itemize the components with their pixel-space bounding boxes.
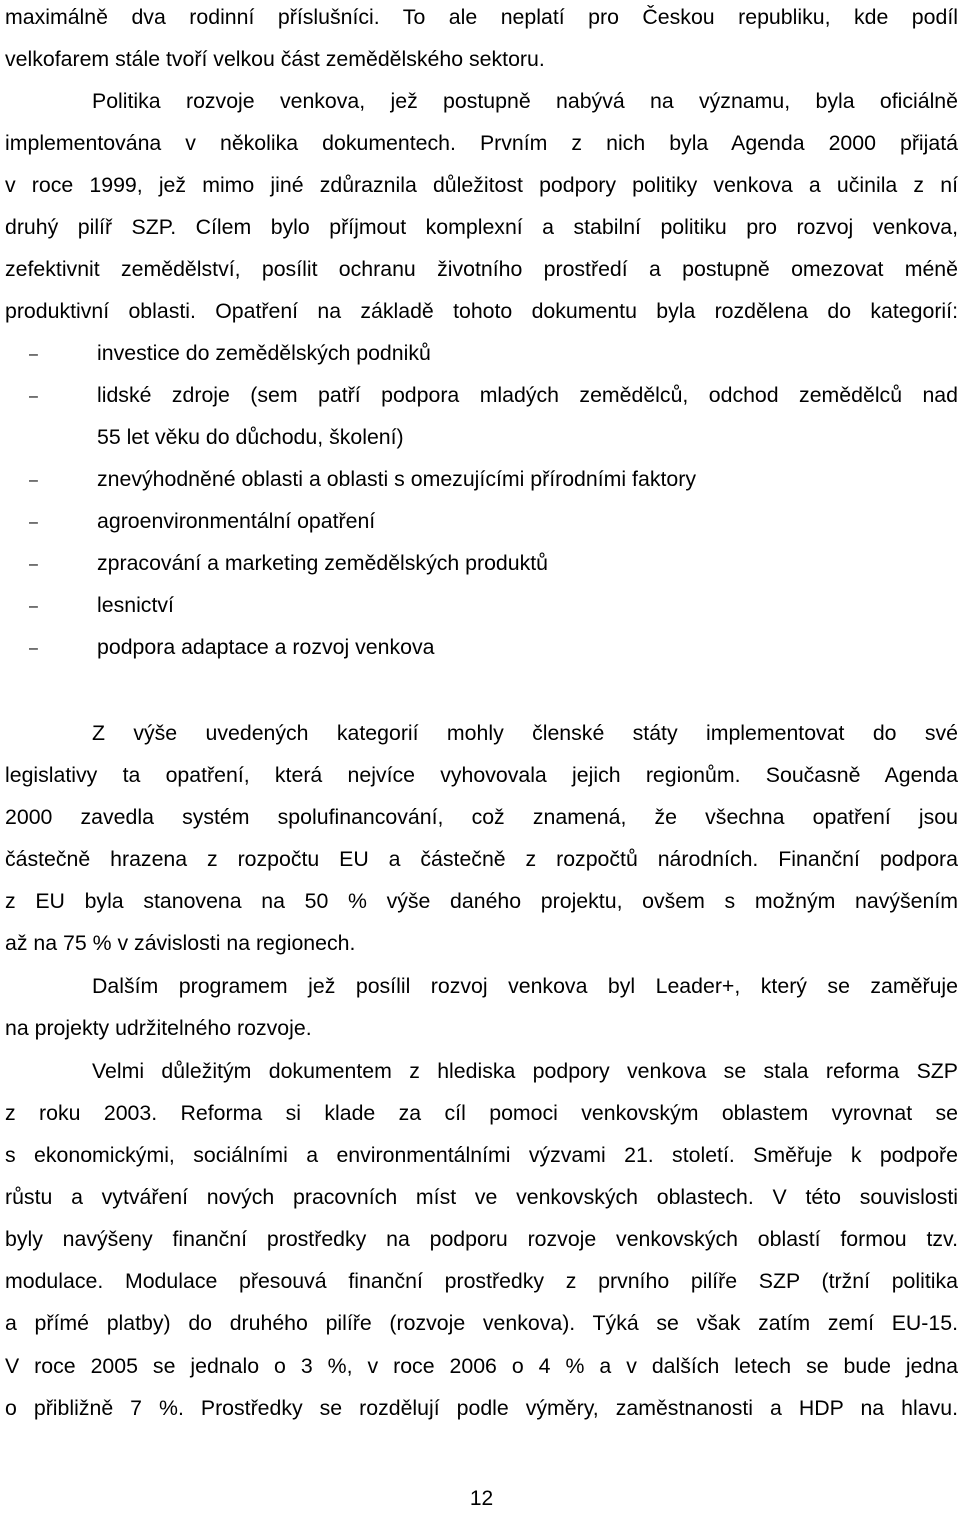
intro-line: v roce 1999, jež mimo jiné zdůraznila důležitost podpory politiky venkova a učinila z ní bbox=[5, 173, 958, 197]
list-item: podpora adaptace a rozvoj venkova bbox=[97, 635, 435, 659]
body-line: 2000 zavedla systém spolufinancování, což znamená, že všechna opatření jsou bbox=[5, 805, 958, 829]
body-line: částečně hrazena z rozpočtu EU a částečně z rozpočtů národních. Finanční podpora bbox=[5, 847, 958, 871]
body-line: Velmi důležitým dokumentem z hlediska podpory venkova se stala reforma SZP bbox=[92, 1059, 958, 1083]
intro-line: velkofarem stále tvoří velkou část zemědělského sektoru. bbox=[5, 47, 545, 71]
body-line: o přibližně 7 %. Prostředky se rozdělují podle výměry, zaměstnanosti a HDP na hlavu. bbox=[5, 1396, 958, 1420]
bullet-dash: – bbox=[29, 388, 38, 405]
intro-line: zefektivnit zemědělství, posílit ochranu životního prostředí a postupně omezovat méně bbox=[5, 257, 958, 281]
body-line: V roce 2005 se jednalo o 3 %, v roce 2006 o 4 % a v dalších letech se bude jedna bbox=[5, 1354, 958, 1378]
bullet-dash: – bbox=[29, 556, 38, 573]
body-line: a přímé platby) do druhého pilíře (rozvoje venkova). Týká se však zatím zemí EU-15. bbox=[5, 1311, 958, 1335]
intro-line: implementována v několika dokumentech. Prvním z nich byla Agenda 2000 přijatá bbox=[5, 131, 958, 155]
list-item-continuation: 55 let věku do důchodu, školení) bbox=[97, 425, 404, 449]
bullet-dash: – bbox=[29, 472, 38, 489]
list-item: lidské zdroje (sem patří podpora mladých zemědělců, odchod zemědělců nad bbox=[97, 383, 958, 407]
body-line: z EU byla stanovena na 50 % výše daného projektu, ovšem s možným navýšením bbox=[5, 889, 958, 913]
body-line: Dalším programem jež posílil rozvoj venkova byl Leader+, který se zaměřuje bbox=[92, 974, 958, 998]
bullet-dash: – bbox=[29, 514, 38, 531]
bullet-dash: – bbox=[29, 346, 38, 363]
body-line: s ekonomickými, sociálními a environmentálními výzvami 21. století. Směřuje k podpoře bbox=[5, 1143, 958, 1167]
intro-line: druhý pilíř SZP. Cílem bylo příjmout komplexní a stabilní politiku pro rozvoj venkova, bbox=[5, 215, 958, 239]
body-line: byly navýšeny finanční prostředky na podporu rozvoje venkovských oblastí formou tzv. bbox=[5, 1227, 958, 1251]
list-item: lesnictví bbox=[97, 593, 174, 617]
intro-line: produktivní oblasti. Opatření na základě tohoto dokumentu byla rozdělena do kategorií: bbox=[5, 299, 958, 323]
body-line: růstu a vytváření nových pracovních míst ve venkovských oblastech. V této souvislosti bbox=[5, 1185, 958, 1209]
body-line: modulace. Modulace přesouvá finanční prostředky z prvního pilíře SZP (tržní politika bbox=[5, 1269, 958, 1293]
list-item: znevýhodněné oblasti a oblasti s omezujícími přírodními faktory bbox=[97, 467, 696, 491]
bullet-dash: – bbox=[29, 640, 38, 657]
intro-line: Politika rozvoje venkova, jež postupně nabývá na významu, byla oficiálně bbox=[92, 89, 958, 113]
intro-line: maximálně dva rodinní příslušníci. To ale neplatí pro Českou republiku, kde podíl bbox=[5, 5, 958, 29]
page-number: 12 bbox=[469, 1487, 494, 1510]
list-item: zpracování a marketing zemědělských produktů bbox=[97, 551, 549, 575]
body-line: na projekty udržitelného rozvoje. bbox=[5, 1016, 312, 1040]
list-item: investice do zemědělských podniků bbox=[97, 341, 431, 365]
body-line: z roku 2003. Reforma si klade za cíl pomoci venkovským oblastem vyrovnat se bbox=[5, 1101, 958, 1125]
bullet-dash: – bbox=[29, 598, 38, 615]
body-line: Z výše uvedených kategorií mohly členské státy implementovat do své bbox=[92, 721, 958, 745]
list-item: agroenvironmentální opatření bbox=[97, 509, 376, 533]
body-line: až na 75 % v závislosti na regionech. bbox=[5, 931, 356, 955]
body-line: legislativy ta opatření, která nejvíce vyhovovala jejich regionům. Současně Agenda bbox=[5, 763, 958, 787]
